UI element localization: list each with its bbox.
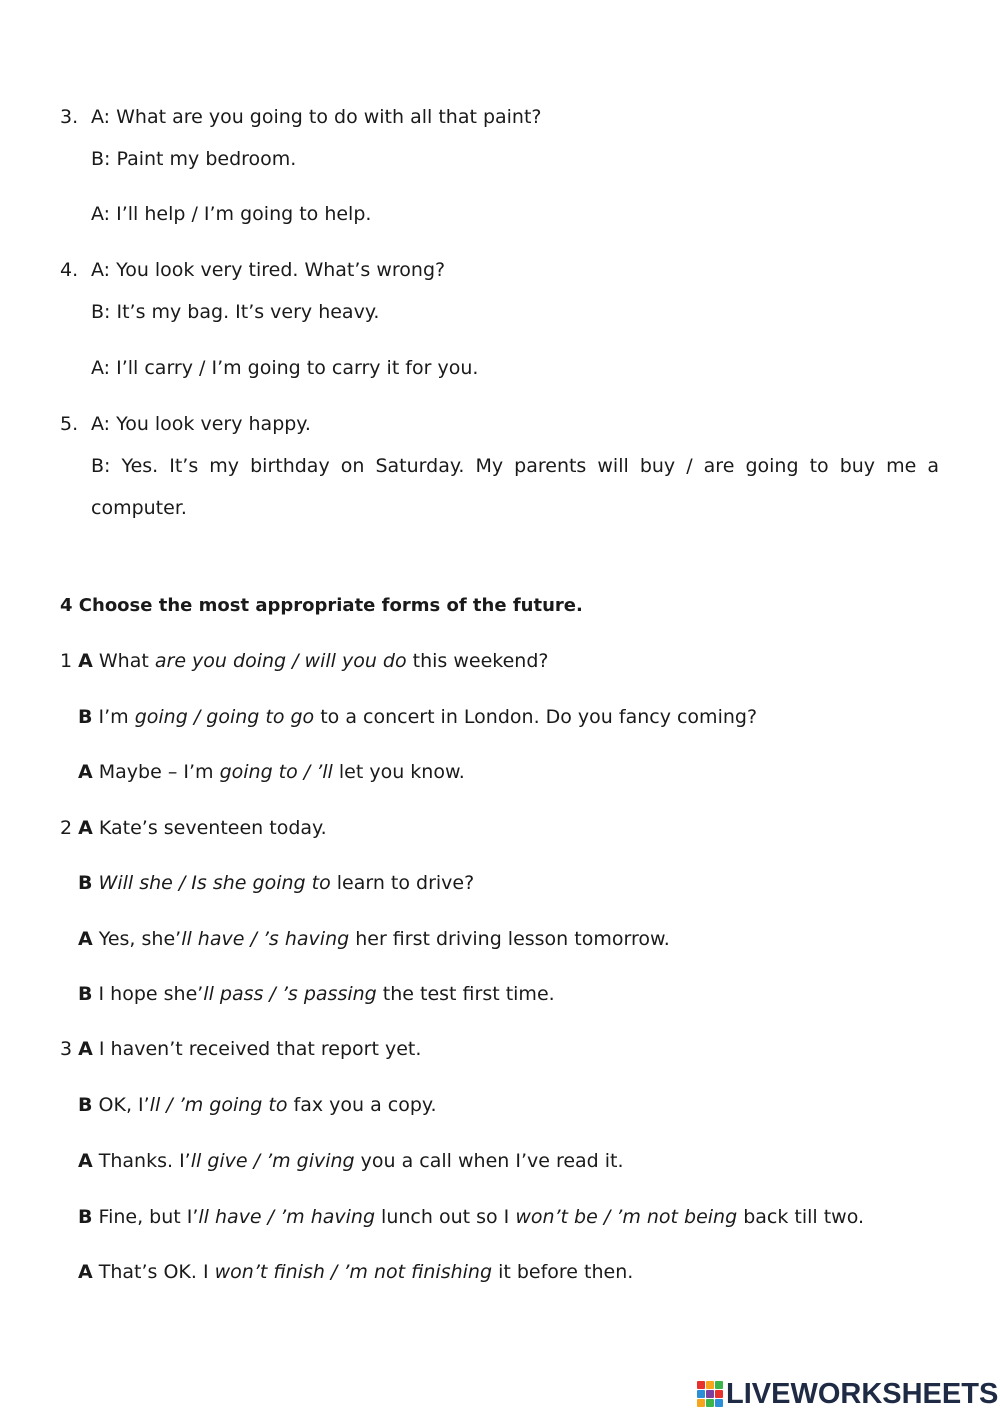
exercise-line: 1 A What are you doing / will you do this weekend? [60,650,549,672]
choice-option[interactable]: going / going to go [134,706,315,728]
choice-option[interactable]: won’t finish / ’m not finishing [214,1261,493,1283]
logo-tile [706,1399,714,1407]
logo-tile [697,1390,705,1398]
item-number: 4. [60,259,79,281]
choice-option[interactable]: ll pass / ’s passing [203,983,377,1005]
choice-option[interactable]: ll have / ’s having [181,928,350,950]
exercise-line: B I’m going / going to go to a concert in London. Do you fancy coming? [78,706,758,728]
choice-option[interactable]: ll give / ’m giving [190,1150,355,1172]
exercise-line: A That’s OK. I won’t finish / ’m not finishing it before then. [78,1261,634,1283]
item-number: 3. [60,106,79,128]
exercise-line: B OK, I’ll / ’m going to fax you a copy. [78,1094,437,1116]
logo-tile [715,1399,723,1407]
choice-option[interactable]: going to / ’ll [219,761,333,783]
exercise-line: B Fine, but I’ll have / ’m having lunch out so I won’t be / ’m not being back till two. [78,1206,865,1228]
choice-option[interactable]: Will she / Is she going to [98,872,331,894]
dialogue-line: B: It’s my bag. It’s very heavy. [91,301,380,323]
logo-tile [706,1381,714,1389]
liveworksheets-logo [697,1378,998,1410]
dialogue-line: A: I’ll help / I’m going to help. [91,203,372,225]
logo-text: LIVEWORKSHEETS [726,1377,999,1410]
item-number: 5. [60,413,79,435]
exercise-heading: 4 Choose the most appropriate forms of the future. [60,595,583,616]
choice-option[interactable]: are you doing / will you do [154,650,407,672]
exercise-line: A Yes, she’ll have / ’s having her first driving lesson tomorrow. [78,928,670,950]
dialogue-line: B: Paint my bedroom. [91,148,297,170]
choice-option[interactable]: ll have / ’m having [198,1206,376,1228]
logo-mark-icon [697,1381,723,1407]
exercise-line: 2 A Kate’s seventeen today. [60,817,327,839]
exercise-line: B Will she / Is she going to learn to drive? [78,872,475,894]
dialogue-line: A: What are you going to do with all that paint? [91,106,542,128]
exercise-line: A Thanks. I’ll give / ’m giving you a call when I’ve read it. [78,1150,624,1172]
dialogue-line: A: You look very happy. [91,413,311,435]
choice-option[interactable]: won’t be / ’m not being [515,1206,738,1228]
dialogue-line: A: You look very tired. What’s wrong? [91,259,446,281]
logo-tile [706,1390,714,1398]
choice-option[interactable]: ll / ’m going to [149,1094,288,1116]
dialogue-line: B: Yes. It’s my birthday on Saturday. My parents will buy / are going to buy me a [91,455,939,477]
exercise-line: 3 A I haven’t received that report yet. [60,1038,422,1060]
logo-tile [697,1399,705,1407]
exercise-line: B I hope she’ll pass / ’s passing the test first time. [78,983,555,1005]
dialogue-line: A: I’ll carry / I’m going to carry it for you. [91,357,479,379]
logo-tile [715,1381,723,1389]
logo-tile [715,1390,723,1398]
exercise-line: A Maybe – I’m going to / ’ll let you know. [78,761,465,783]
logo-tile [697,1381,705,1389]
dialogue-line: computer. [91,497,187,519]
